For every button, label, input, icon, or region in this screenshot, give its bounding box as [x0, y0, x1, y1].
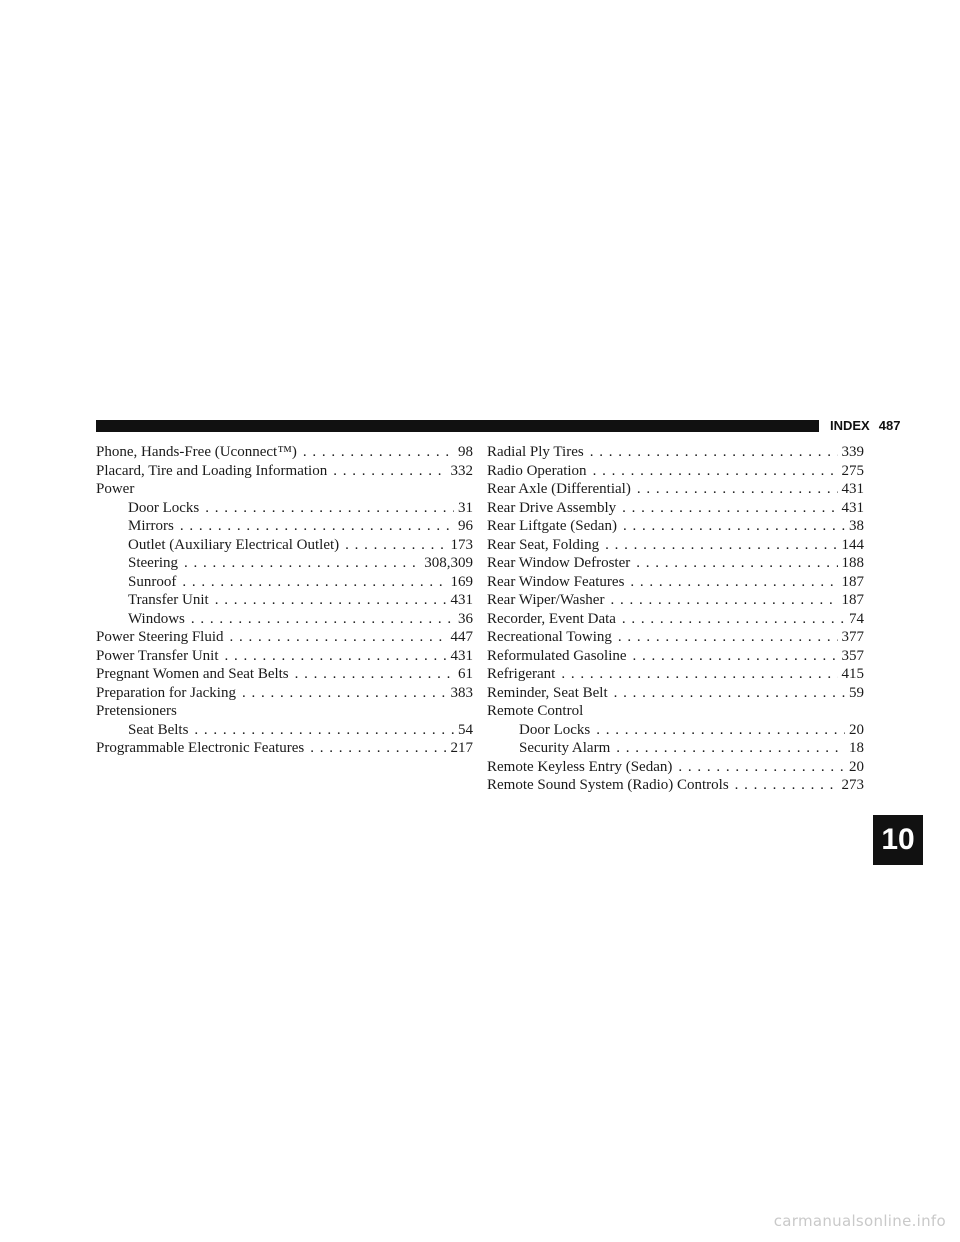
dot-leader: [225, 647, 447, 666]
dot-leader: [630, 573, 837, 592]
index-page-ref: 20: [849, 721, 864, 738]
index-entry: [96, 739, 473, 758]
index-page-ref: 173: [450, 536, 473, 553]
dot-leader: [614, 684, 845, 703]
index-entry: [487, 739, 864, 758]
index-term: Sunroof: [128, 573, 177, 590]
index-term: Radio Operation: [487, 462, 587, 479]
index-page-ref: 74: [849, 610, 864, 627]
running-header: [830, 417, 909, 435]
index-term: Power: [96, 481, 135, 497]
index-entry: [487, 480, 864, 499]
index-entry: [487, 499, 864, 518]
index-page-ref: 357: [841, 647, 864, 664]
dot-leader: [310, 739, 446, 758]
index-term: Rear Axle (Differential): [487, 481, 631, 497]
index-term: Remote Control: [487, 703, 584, 719]
index-entry: [487, 462, 864, 481]
dot-leader: [180, 517, 454, 536]
index-term: Rear Window Features: [487, 573, 625, 590]
watermark: carmanualsonline.info: [773, 1212, 946, 1230]
index-page-ref: 431: [841, 499, 864, 516]
index-page-ref: 187: [841, 573, 864, 590]
index-entry: [487, 573, 864, 592]
index-page-ref: 431: [841, 481, 864, 497]
index-page-ref: 31: [458, 499, 473, 516]
index-term: Rear Seat, Folding: [487, 536, 600, 553]
index-entry: [487, 517, 864, 536]
index-term: Rear Wiper/Washer: [487, 592, 605, 608]
index-term: Reformulated Gasoline: [487, 647, 627, 664]
index-entry: [487, 610, 864, 629]
index-term: Rear Liftgate (Sedan): [487, 518, 617, 534]
index-column-left: [96, 443, 473, 758]
index-term: Programmable Electronic Features: [96, 740, 305, 756]
index-term: Security Alarm: [519, 740, 611, 756]
index-entry: [96, 610, 473, 629]
dot-leader: [194, 721, 454, 740]
index-entry: [487, 758, 864, 777]
index-term: Door Locks: [128, 499, 200, 516]
index-term: Remote Sound System (Radio) Controls: [487, 777, 729, 793]
dot-leader: [333, 462, 446, 481]
dot-leader: [596, 721, 845, 740]
index-term: Transfer Unit: [128, 592, 209, 608]
page-number: 487: [878, 418, 901, 433]
index-term: Refrigerant: [487, 666, 556, 682]
index-page-ref: 383: [450, 684, 473, 701]
index-entry: [96, 628, 473, 647]
index-entry: [96, 462, 473, 481]
dot-leader: [623, 517, 845, 536]
dot-leader: [205, 499, 454, 518]
index-entry: [96, 536, 473, 555]
index-term: Mirrors: [128, 518, 174, 534]
index-entry: [96, 499, 473, 518]
dot-leader: [618, 628, 838, 647]
dot-leader: [295, 665, 454, 684]
index-term: Remote Keyless Entry (Sedan): [487, 758, 673, 775]
index-entry: [487, 776, 864, 795]
index-entry: [487, 702, 864, 721]
dot-leader: [735, 776, 838, 795]
dot-leader: [230, 628, 447, 647]
index-page-ref: 415: [841, 666, 864, 682]
index-entry: [487, 665, 864, 684]
index-page-ref: 217: [450, 740, 473, 756]
dot-leader: [303, 443, 454, 462]
dot-leader: [633, 647, 838, 666]
index-page-ref: 169: [450, 573, 473, 590]
index-entry: [487, 554, 864, 573]
index-entry: [487, 647, 864, 666]
index-entry: [96, 721, 473, 740]
dot-leader: [610, 591, 837, 610]
index-page-ref: 38: [849, 518, 864, 534]
index-entry: [487, 684, 864, 703]
index-page-ref: 308,309: [424, 555, 473, 571]
index-term: Recorder, Event Data: [487, 610, 616, 627]
index-page-ref: 273: [841, 777, 864, 793]
dot-leader: [215, 591, 447, 610]
index-entry: [96, 684, 473, 703]
index-page-ref: 20: [849, 758, 864, 775]
index-page-ref: 187: [841, 592, 864, 608]
dot-leader: [184, 554, 420, 573]
index-entry: [96, 573, 473, 592]
dot-leader: [616, 739, 845, 758]
index-entry: [487, 536, 864, 555]
index-page-ref: 332: [450, 462, 473, 479]
index-term: Seat Belts: [128, 721, 189, 738]
dot-leader: [678, 758, 845, 777]
dot-leader: [636, 554, 837, 573]
index-term: Placard, Tire and Loading Information: [96, 462, 328, 479]
index-entry: [96, 517, 473, 536]
index-term: Preparation for Jacking: [96, 684, 236, 701]
index-term: Reminder, Seat Belt: [487, 684, 608, 701]
index-entry: [96, 443, 473, 462]
dot-leader: [622, 499, 837, 518]
dot-leader: [345, 536, 446, 555]
index-entry: [96, 554, 473, 573]
index-entry: [96, 591, 473, 610]
index-page-ref: 275: [841, 462, 864, 479]
index-entry: [487, 628, 864, 647]
index-page-ref: 18: [849, 740, 864, 756]
index-page-ref: 96: [458, 518, 473, 534]
index-term: Door Locks: [519, 721, 591, 738]
index-term: Recreational Towing: [487, 629, 612, 645]
index-term: Phone, Hands-Free (Uconnect™): [96, 444, 297, 460]
dot-leader: [191, 610, 454, 629]
index-entry: [96, 480, 473, 499]
index-entry: [96, 665, 473, 684]
index-page-ref: 447: [450, 629, 473, 645]
index-page-ref: 188: [841, 555, 864, 571]
index-term: Outlet (Auxiliary Electrical Outlet): [128, 536, 340, 553]
index-entry: [487, 721, 864, 740]
dot-leader: [605, 536, 837, 555]
index-entry: [487, 591, 864, 610]
index-page-ref: 54: [458, 721, 473, 738]
index-term: Rear Window Defroster: [487, 555, 631, 571]
dot-leader: [593, 462, 838, 481]
index-page-ref: 98: [458, 444, 473, 460]
index-page-ref: 339: [841, 444, 864, 460]
index-term: Windows: [128, 610, 185, 627]
chapter-tab: 10: [873, 815, 923, 865]
index-term: Pretensioners: [96, 703, 177, 719]
dot-leader: [242, 684, 447, 703]
dot-leader: [637, 480, 838, 499]
dot-leader: [561, 665, 837, 684]
section-title: INDEX: [830, 418, 870, 433]
index-page-ref: 36: [458, 610, 473, 627]
index-page-ref: 144: [841, 536, 864, 553]
dot-leader: [590, 443, 838, 462]
index-term: Radial Ply Tires: [487, 444, 584, 460]
dot-leader: [182, 573, 446, 592]
index-entry: [96, 647, 473, 666]
index-page-ref: 431: [450, 647, 473, 664]
index-page-ref: 59: [849, 684, 864, 701]
index-term: Power Transfer Unit: [96, 647, 219, 664]
index-term: Rear Drive Assembly: [487, 499, 617, 516]
index-entry: [487, 443, 864, 462]
header-rule: [96, 420, 819, 432]
index-entry: [96, 702, 473, 721]
index-page-ref: 431: [450, 592, 473, 608]
index-term: Power Steering Fluid: [96, 629, 224, 645]
index-page-ref: 377: [841, 629, 864, 645]
index-page-ref: 61: [458, 666, 473, 682]
index-term: Steering: [128, 555, 178, 571]
dot-leader: [622, 610, 845, 629]
index-column-right: [487, 443, 864, 795]
index-term: Pregnant Women and Seat Belts: [96, 666, 289, 682]
